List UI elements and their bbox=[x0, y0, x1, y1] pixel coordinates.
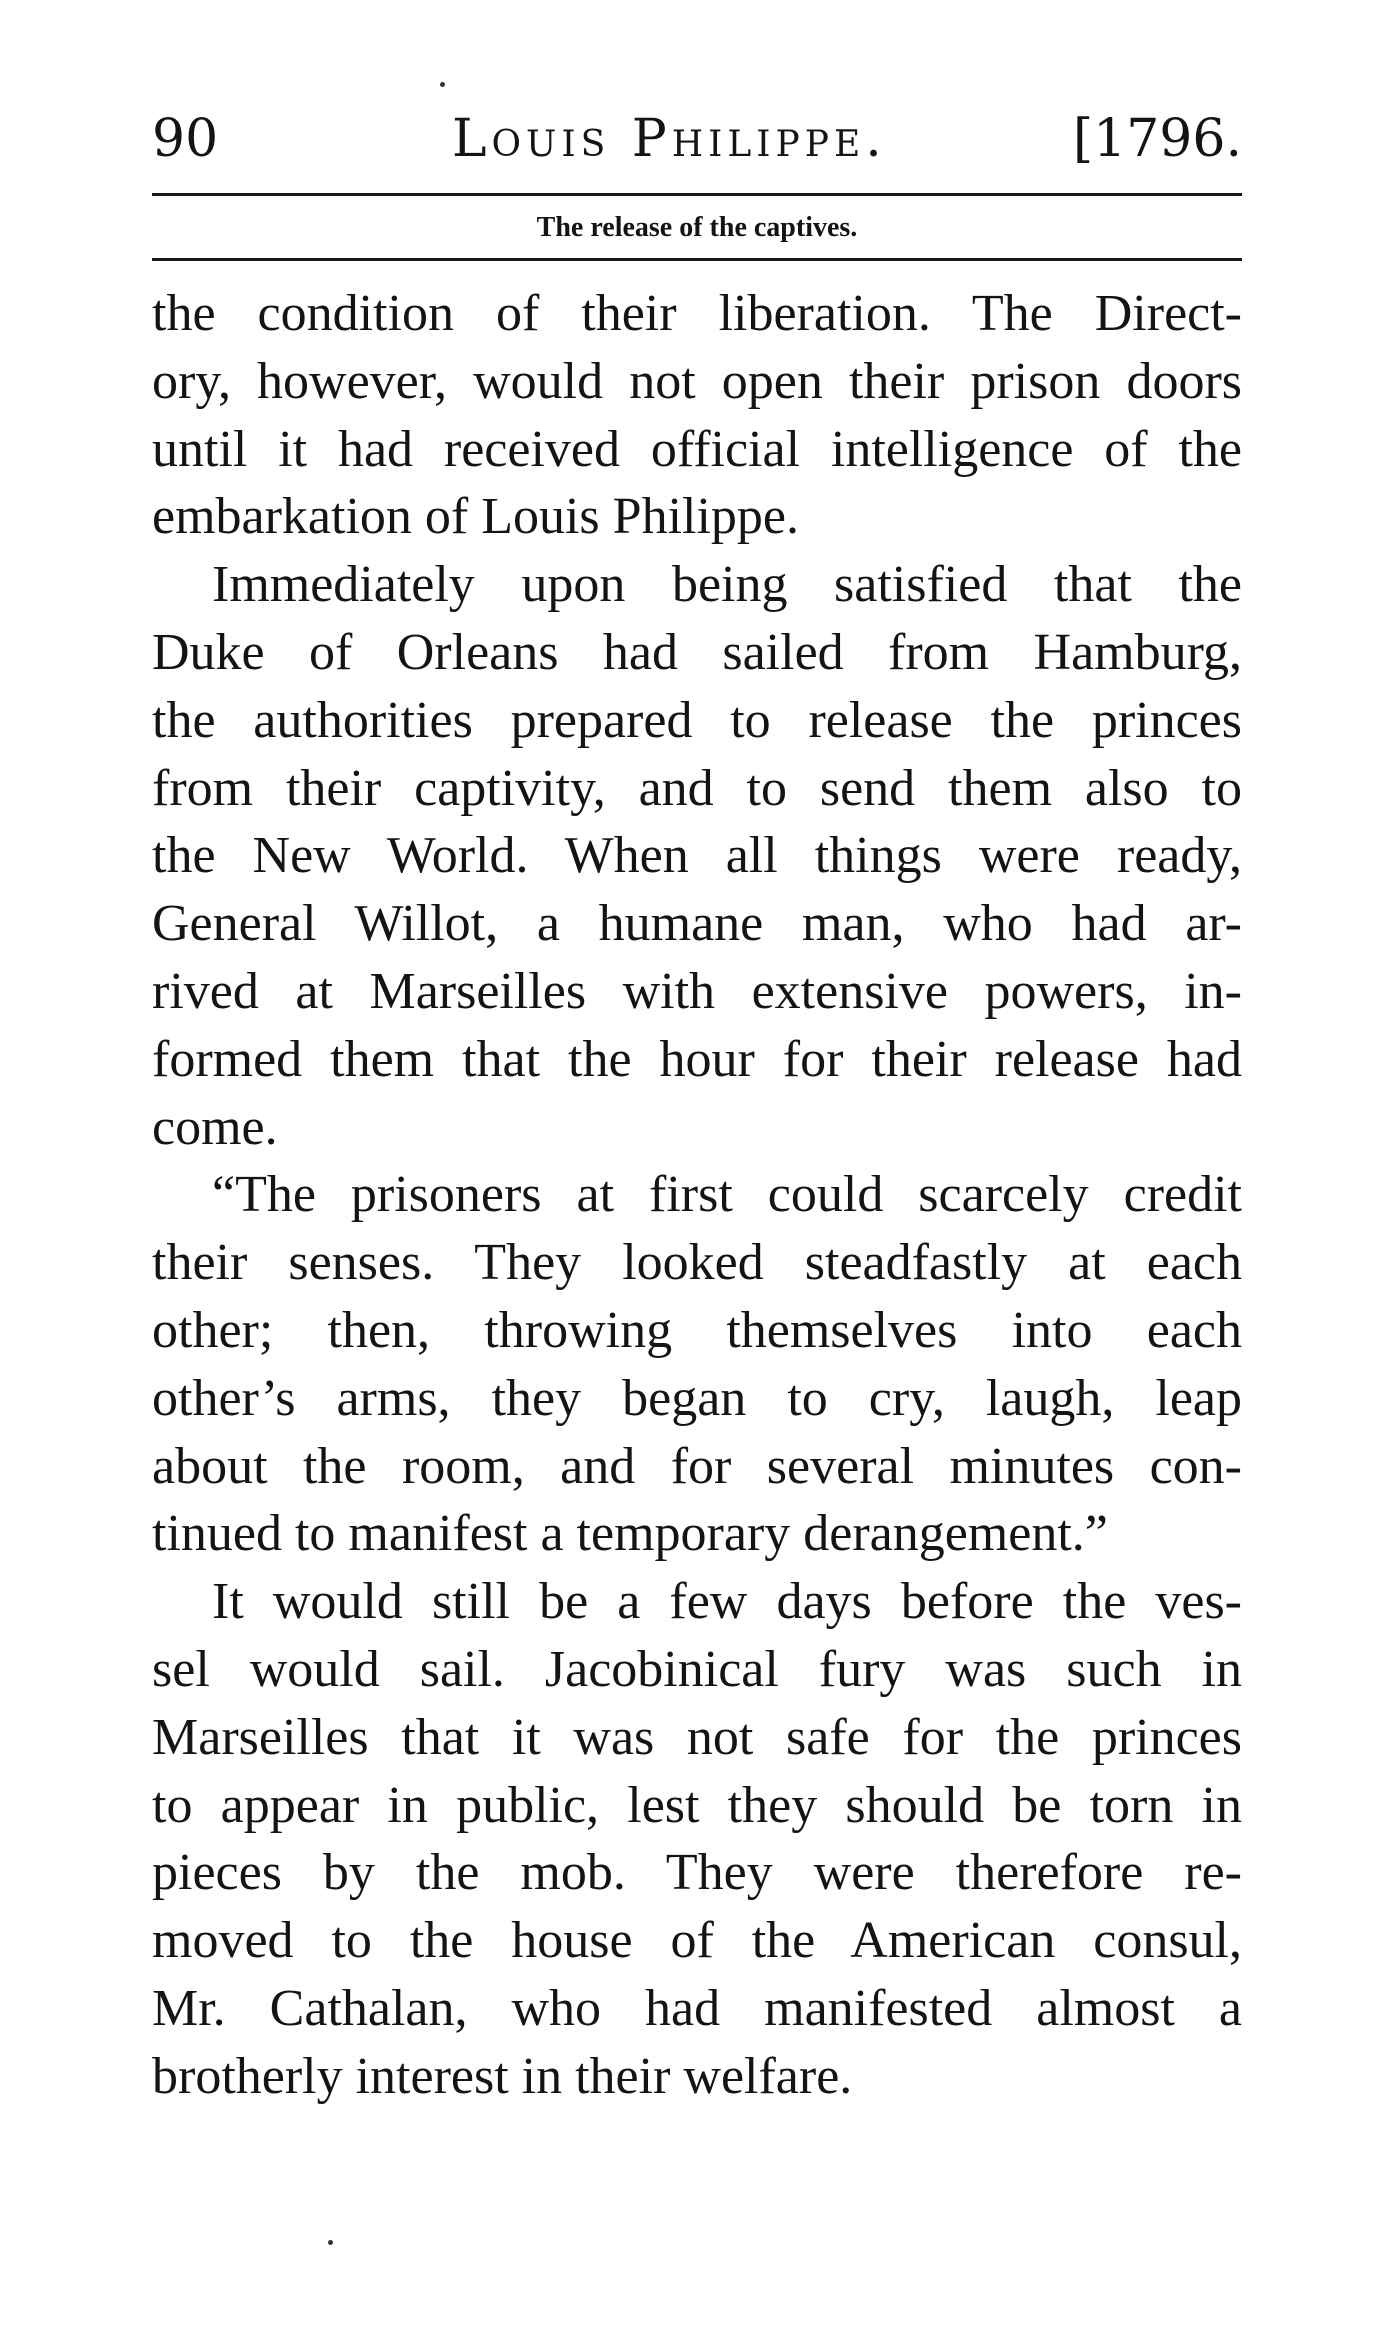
text-line: pieces by the mob. They were therefore re- bbox=[152, 1844, 1242, 1902]
text-line: come. bbox=[152, 1098, 278, 1156]
text-line: the authorities prepared to release the princes bbox=[152, 691, 1242, 749]
text-line: It would still be a few days before the ves- bbox=[212, 1573, 1242, 1631]
header-rule-bottom bbox=[152, 258, 1242, 261]
text-line: the New World. When all things were ready, bbox=[152, 827, 1242, 885]
print-speck bbox=[440, 82, 445, 87]
text-line: the condition of their liberation. The Direct- bbox=[152, 285, 1242, 342]
text-line: “The prisoners at first could scarcely credit bbox=[212, 1166, 1242, 1224]
text-line: Marseilles that it was not safe for the princes bbox=[152, 1708, 1242, 1766]
text-line: rived at Marseilles with extensive powers, in- bbox=[152, 962, 1242, 1020]
text-line: sel would sail. Jacobinical fury was such in bbox=[152, 1640, 1242, 1698]
text-line: moved to the house of the American consul, bbox=[152, 1912, 1242, 1970]
text-line: Mr. Cathalan, who had manifested almost a bbox=[152, 1979, 1242, 2037]
text-line: Duke of Orleans had sailed from Hamburg, bbox=[152, 623, 1242, 681]
text-line: brotherly interest in their welfare. bbox=[152, 2047, 853, 2105]
text-line: about the room, and for several minutes con- bbox=[152, 1437, 1242, 1495]
text-line: formed them that the hour for their release had bbox=[152, 1030, 1242, 1088]
running-year: [1796. bbox=[1072, 109, 1242, 169]
text-line: other; then, throwing themselves into each bbox=[152, 1301, 1242, 1359]
text-line: to appear in public, lest they should be torn in bbox=[152, 1776, 1242, 1834]
text-line: ory, however, would not open their prison doors bbox=[152, 352, 1242, 410]
text-line: their senses. They looked steadfastly at each bbox=[152, 1234, 1242, 1292]
body-text bbox=[152, 280, 1242, 2111]
text-line: embarkation of Louis Philippe. bbox=[152, 488, 800, 546]
print-speck bbox=[328, 2240, 333, 2245]
text-line: until it had received official intelligence of the bbox=[152, 420, 1242, 478]
running-head bbox=[152, 104, 1242, 174]
header-rule-top bbox=[152, 193, 1242, 196]
section-heading: The release of the captives. bbox=[536, 212, 858, 243]
book-page bbox=[152, 0, 1242, 2336]
text-line: General Willot, a humane man, who had ar- bbox=[152, 895, 1242, 953]
text-line: other’s arms, they began to cry, laugh, leap bbox=[152, 1369, 1242, 1427]
text-line: Immediately upon being satisfied that the bbox=[212, 556, 1242, 614]
page-number: 90 bbox=[152, 109, 219, 169]
text-line: from their captivity, and to send them also to bbox=[152, 759, 1242, 817]
text-line: tinued to manifest a temporary derangement.” bbox=[152, 1505, 1108, 1563]
running-title: Louis Philippe. bbox=[452, 109, 887, 169]
